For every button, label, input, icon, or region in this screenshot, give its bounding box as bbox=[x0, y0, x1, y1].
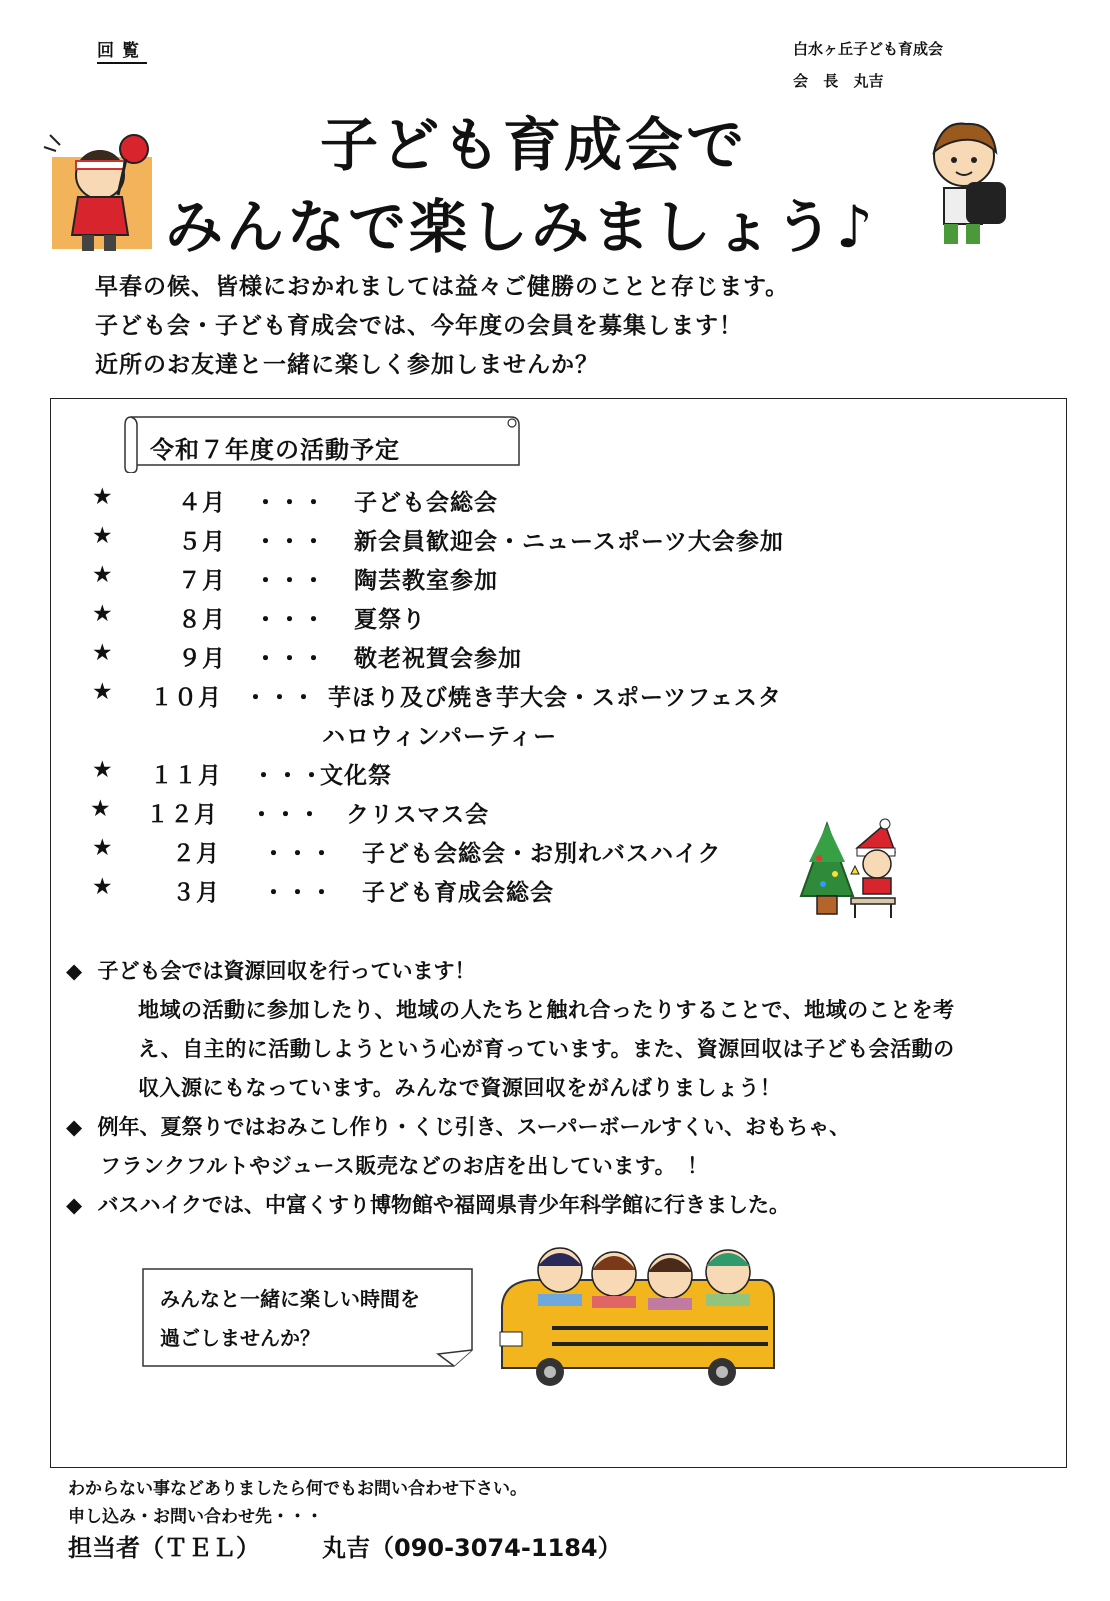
chairman-name: 会 長 丸吉 bbox=[793, 72, 884, 90]
diamond-icon: ◆ bbox=[66, 1115, 83, 1139]
intro-line-1: 早春の候、皆様におかれましては益々ご健勝のことと存じます。 bbox=[95, 274, 790, 300]
star-icon: ★ bbox=[92, 523, 114, 549]
schedule-row bbox=[92, 640, 522, 672]
schedule-month: １１月 bbox=[150, 763, 222, 789]
star-icon: ★ bbox=[92, 679, 114, 705]
title-line-2: みんなで楽しみましょう♪ bbox=[165, 193, 877, 261]
schedule-event: 子ども会総会 bbox=[354, 490, 498, 516]
schedule-row bbox=[92, 835, 722, 867]
bushike-note: ◆ バスハイクでは、中富くすり博物館や福岡県青少年科学館に行きました。 bbox=[66, 1193, 791, 1217]
star-icon: ★ bbox=[92, 874, 114, 900]
schedule-row bbox=[92, 523, 784, 555]
school-bus-illustration bbox=[492, 1236, 777, 1396]
schedule-row bbox=[92, 601, 426, 633]
festival-boy-illustration bbox=[38, 125, 158, 255]
star-icon: ★ bbox=[92, 835, 114, 861]
schedule-row bbox=[92, 484, 498, 516]
schedule-row bbox=[90, 796, 490, 828]
schedule-dots: ・・・ bbox=[244, 685, 316, 711]
intro-line-3: 近所のお友達と一緒に楽しく参加しませんか？ bbox=[95, 352, 599, 378]
footer-contact-value: 丸吉（090-3074-1184） bbox=[322, 1534, 622, 1562]
star-icon: ★ bbox=[92, 484, 114, 510]
schedule-event: 新会員歓迎会・ニュースポーツ大会参加 bbox=[354, 529, 784, 555]
schedule-dots: ・・・ bbox=[252, 763, 324, 789]
recycling-title: ◆ 子ども会では資源回収を行っています！ bbox=[66, 959, 476, 983]
footer-contact-label: 担当者（ＴＥＬ） bbox=[68, 1534, 260, 1562]
festival-note-line-2: フランクフルトやジュース販売などのお店を出しています。 ！ bbox=[100, 1154, 709, 1178]
schedule-dots: ・・・ bbox=[254, 490, 326, 516]
diamond-icon: ◆ bbox=[66, 1193, 83, 1217]
star-icon: ★ bbox=[92, 757, 114, 783]
schedule-dots: ・・・ bbox=[254, 568, 326, 594]
schedule-event-continued: ハロウィンパーティー bbox=[322, 724, 558, 750]
schedule-dots: ・・・ bbox=[262, 841, 334, 867]
recycling-body-line: え、自主的に活動しようという心が育っています。また、資源回収は子ども会活動の bbox=[138, 1037, 955, 1061]
circulation-label: 回覧 bbox=[97, 36, 147, 64]
schedule-month: ２月 bbox=[172, 841, 220, 867]
schedule-row bbox=[92, 874, 554, 906]
star-icon: ★ bbox=[92, 562, 114, 588]
title-line-1: 子ども育成会で bbox=[320, 111, 748, 179]
schedule-dots: ・・・ bbox=[254, 607, 326, 633]
schedule-row bbox=[92, 562, 498, 594]
festival-note: ◆ 例年、夏祭りではおみこし作り・くじ引き、スーパーボールすくい、おもちゃ、 bbox=[66, 1115, 851, 1139]
schedule-month: １２月 bbox=[146, 802, 218, 828]
schedule-event: 子ども会総会・お別れバスハイク bbox=[362, 841, 722, 867]
schedule-event: 敬老祝賀会参加 bbox=[354, 646, 522, 672]
schedule-month: ４月 bbox=[178, 490, 226, 516]
schoolboy-illustration bbox=[922, 118, 1012, 253]
callout-line-1: みんなと一緒に楽しい時間を bbox=[160, 1287, 420, 1311]
schedule-row bbox=[92, 679, 782, 711]
intro-line-2: 子ども会・子ども育成会では、今年度の会員を募集します！ bbox=[95, 313, 743, 339]
schedule-month: ８月 bbox=[178, 607, 226, 633]
christmas-tree-illustration bbox=[795, 818, 905, 923]
diamond-icon: ◆ bbox=[66, 959, 83, 983]
schedule-month: ９月 bbox=[178, 646, 226, 672]
schedule-row bbox=[92, 757, 392, 789]
schedule-heading: 令和７年度の活動予定 bbox=[150, 436, 400, 464]
schedule-event: 陶芸教室参加 bbox=[354, 568, 498, 594]
schedule-dots: ・・・ bbox=[254, 646, 326, 672]
callout-line-2: 過ごしませんか？ bbox=[160, 1326, 320, 1350]
schedule-month: ７月 bbox=[178, 568, 226, 594]
schedule-event: 芋ほり及び焼き芋大会・スポーツフェスタ bbox=[328, 685, 782, 711]
schedule-event: 夏祭り bbox=[354, 607, 426, 633]
recycling-body-line: 地域の活動に参加したり、地域の人たちと触れ合ったりすることで、地域のことを考 bbox=[138, 998, 955, 1022]
schedule-dots: ・・・ bbox=[254, 529, 326, 555]
organization-name: 白水ヶ丘子ども育成会 bbox=[793, 40, 944, 58]
star-icon: ★ bbox=[92, 640, 114, 666]
recycling-body-line: 収入源にもなっています。みんなで資源回収をがんばりましょう！ bbox=[138, 1076, 782, 1100]
schedule-event: 子ども育成会総会 bbox=[362, 880, 554, 906]
footer-contact-intro: 申し込み・お問い合わせ先・・・ bbox=[68, 1507, 323, 1527]
schedule-event: クリスマス会 bbox=[346, 802, 490, 828]
schedule-dots: ・・・ bbox=[250, 802, 322, 828]
schedule-event: 文化祭 bbox=[320, 763, 392, 789]
star-icon: ★ bbox=[92, 601, 114, 627]
schedule-month: １０月 bbox=[150, 685, 222, 711]
footer-inquiry: わからない事などありましたら何でもお問い合わせ下さい。 bbox=[68, 1479, 527, 1499]
schedule-dots: ・・・ bbox=[262, 880, 334, 906]
schedule-month: ５月 bbox=[178, 529, 226, 555]
schedule-month: ３月 bbox=[172, 880, 220, 906]
star-icon: ★ bbox=[90, 796, 112, 822]
